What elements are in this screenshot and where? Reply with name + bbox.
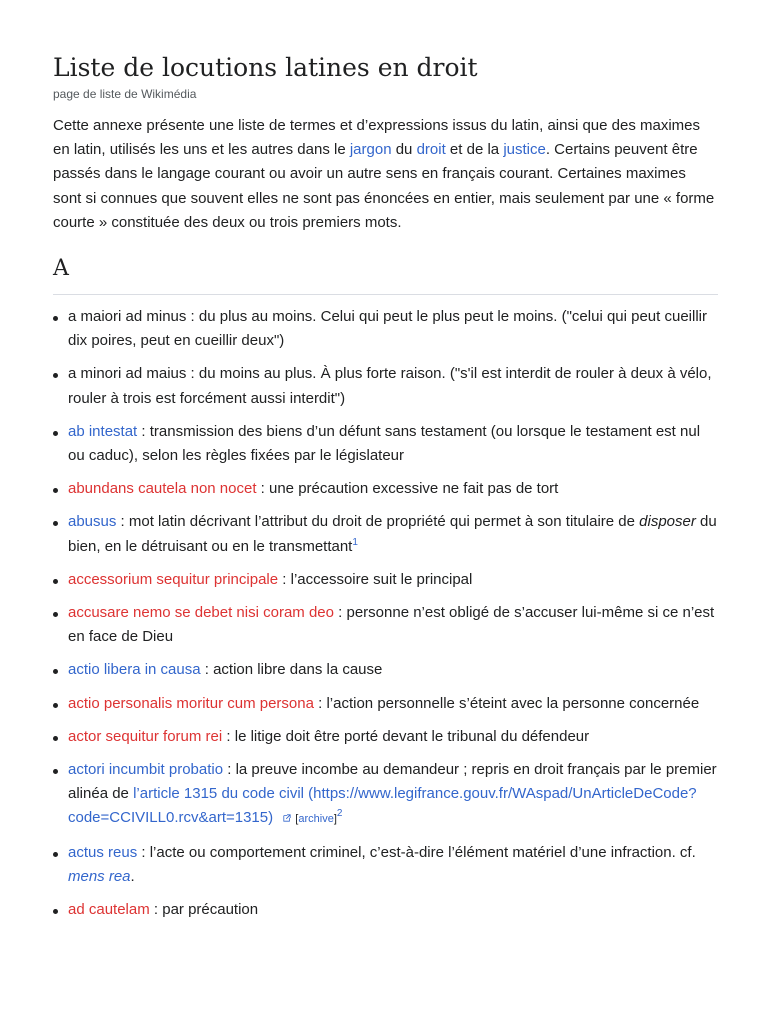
bullet-icon — [53, 769, 58, 774]
entry-term: a minori ad maius — [68, 365, 187, 383]
entry-definition: : l’action personnelle s’éteint avec la personne concernée — [313, 694, 700, 712]
entry-definition: : l’accessoire suit le principal — [278, 570, 473, 588]
page-title: Liste de locutions latines en droit — [53, 53, 478, 82]
entry-term-redlink[interactable]: abundans cautela non nocet — [68, 480, 257, 498]
intro-text: du — [391, 141, 417, 159]
list-item — [53, 898, 718, 922]
mens-rea-link[interactable] — [68, 868, 131, 885]
reference-link[interactable]: 2 — [336, 808, 343, 820]
link-jargon[interactable]: jargon — [349, 141, 392, 159]
bullet-icon — [53, 669, 58, 674]
entry-definition: : personne n’est obligé de s’accuser lui-même si ce n’est en face de Dieu — [68, 604, 715, 646]
entry-definition: : mot latin décrivant l’attribut du droit de propriété qui permet à son titulaire de — [116, 513, 640, 531]
list-item — [53, 420, 718, 468]
list-item — [53, 601, 718, 649]
entry-term-link[interactable]: actori incumbit probatio — [68, 761, 224, 779]
entry-term-redlink[interactable]: actor sequitur forum rei — [68, 727, 223, 745]
entry-term-redlink[interactable]: actio personalis moritur cum persona — [68, 694, 314, 712]
list-item — [53, 725, 718, 749]
entry-term-redlink[interactable]: accusare nemo se debet nisi coram deo — [68, 604, 334, 622]
entry-term: a maiori ad minus — [68, 308, 187, 325]
entry-definition: du bien, en le détruisant ou en le transmettant — [68, 513, 717, 555]
entry-term-redlink[interactable]: ad cautelam — [68, 901, 150, 919]
entry-definition: : du moins au plus. À plus forte raison. ("s'il est interdit de rouler à deux à vélo, rouler à trois est forcément aussi interdit") — [68, 365, 712, 407]
intro-text: Cette annexe présente une liste de termes et d’expressions issus du latin, ainsi que des maximes en latin, utilisés les uns et les autres dans le — [53, 117, 701, 159]
archive-open: [ — [295, 813, 299, 826]
list-item — [53, 692, 718, 716]
entry-definition: : par précaution — [149, 901, 259, 919]
list-item — [53, 305, 718, 353]
archive-link[interactable]: archive — [298, 813, 334, 826]
bullet-icon — [53, 736, 58, 741]
bullet-icon — [53, 852, 58, 857]
entry-definition: . — [130, 867, 135, 885]
entry-definition: : l’acte ou comportement criminel, c’est-à-dire l’élément matériel d’une infraction. cf. — [137, 843, 696, 861]
reference-link[interactable]: 1 — [352, 536, 358, 548]
entry-term-link[interactable]: actus reus — [68, 843, 138, 861]
bullet-icon — [53, 521, 58, 526]
entry-definition: : action libre dans la cause — [200, 661, 383, 679]
entry-emphasis: disposer — [639, 513, 696, 531]
list-item — [53, 841, 718, 889]
list-item — [53, 477, 718, 501]
page-subtitle: page de liste de Wikimédia — [53, 87, 197, 101]
list-item — [53, 362, 718, 410]
bullet-icon — [53, 909, 58, 914]
entry-definition: : le litige doit être porté devant le tribunal du défendeur — [222, 727, 590, 745]
entry-definition: : transmission des biens d’un défunt sans testament (ou lorsque le testament est nul ou caduc), selon les règles fixées par le législateur — [68, 422, 701, 465]
intro-text: . Certains peuvent être passés dans le langage courant ou avoir un autre sens en français courant. Certaines maximes sont si connues que souvent elles ne sont pas énoncées en entier, mais seulement par une « forme courte » constituée des deux ou trois premiers mots. — [53, 141, 715, 231]
entry-definition: : une précaution excessive ne fait pas de tort — [256, 480, 559, 498]
entry-term-link[interactable]: abusus — [68, 513, 117, 531]
section-heading-a: A — [53, 256, 69, 281]
entry-term-link[interactable]: ab intestat — [68, 422, 138, 440]
intro-paragraph — [53, 114, 718, 235]
intro-text: et de la — [445, 141, 504, 159]
entry-definition: : la preuve incombe au demandeur ; repris en droit français par le premier alinéa de — [68, 761, 717, 803]
bullet-icon — [53, 316, 58, 321]
list-item — [53, 758, 718, 832]
external-link-icon — [283, 814, 291, 822]
section-divider — [53, 294, 718, 295]
link-droit[interactable]: droit — [416, 141, 446, 159]
bullet-icon — [53, 373, 58, 378]
external-link-legifrance[interactable]: l’article 1315 du code civil (https://www.legifrance.gouv.fr/WAspad/UnArticleDeCode?code=CCIVILL0.rcv&art=1315) — [68, 785, 697, 827]
link-justice[interactable]: justice — [503, 141, 546, 159]
bullet-icon — [53, 431, 58, 436]
locution-list — [53, 305, 718, 931]
bullet-icon — [53, 488, 58, 493]
entry-emphasis: mens rea — [68, 867, 131, 885]
list-item — [53, 568, 718, 592]
entry-term-redlink[interactable]: accessorium sequitur principale — [68, 570, 279, 588]
archive-close: ] — [333, 813, 337, 826]
entry-term-link[interactable]: actio libera in causa — [68, 661, 201, 679]
archive-bracket — [295, 813, 337, 825]
entry-definition: : du plus au moins. Celui qui peut le plus peut le moins. ("celui qui peut cueillir dix poires, peut en cueillir deux") — [68, 308, 707, 350]
list-item — [53, 658, 718, 682]
list-item — [53, 510, 718, 558]
bullet-icon — [53, 703, 58, 708]
bullet-icon — [53, 612, 58, 617]
bullet-icon — [53, 579, 58, 584]
